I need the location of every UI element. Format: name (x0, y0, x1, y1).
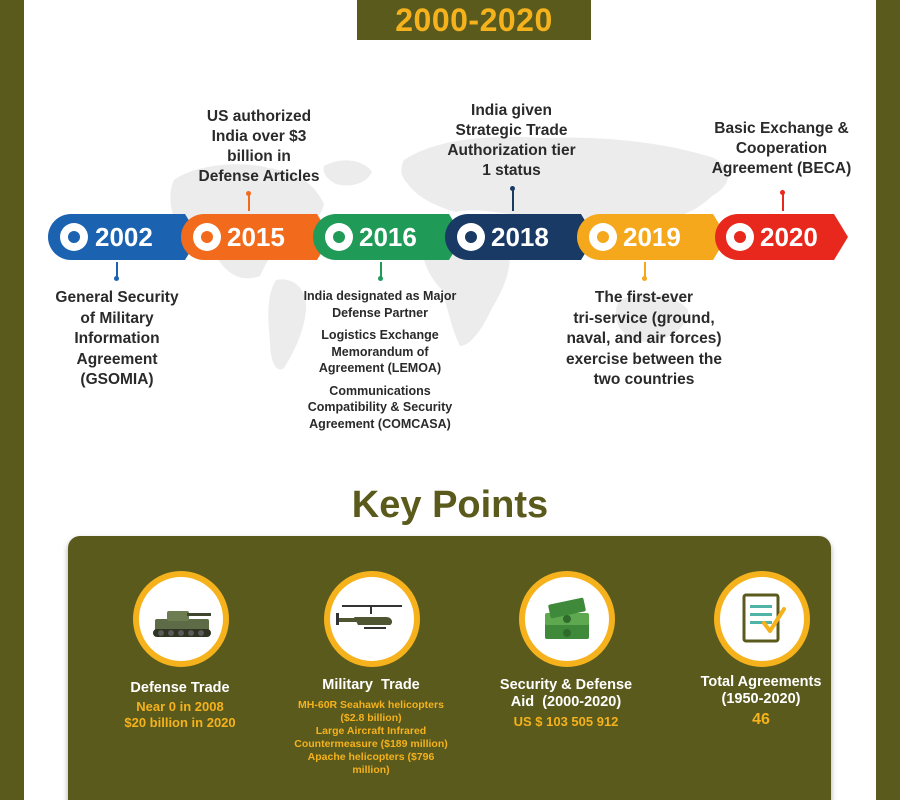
year-2015: 2015 (227, 222, 285, 252)
stem-dot-2018 (510, 186, 515, 191)
year-2020: 2020 (760, 222, 818, 252)
card-heading-total-agreements: Total Agreements (1950-2020) (700, 674, 822, 707)
event-label-2016 (275, 288, 485, 432)
card-values-security-aid: US $ 103 505 912 (513, 714, 619, 729)
stem-dot-2015 (246, 191, 251, 196)
title-banner (357, 0, 591, 40)
year-2018: 2018 (491, 222, 549, 252)
money-icon (519, 571, 615, 667)
tank-icon (133, 571, 229, 667)
event-label-2015: US authorized India over $3 billion in Defense Articles (198, 108, 320, 185)
year-2002: 2002 (95, 222, 153, 252)
event-2016-item-2: Logistics Exchange Memorandum of Agreement (LEMOA) (318, 328, 442, 375)
page-title: 2000-2020 (395, 1, 553, 38)
event-2016-item-3: Communications Compatibility & Security Agreement (COMCASA) (307, 383, 453, 431)
stem-dot-2019 (642, 276, 647, 281)
card-value-total-agreements: 46 (752, 711, 770, 728)
stem-dot-2002 (114, 276, 119, 281)
stem-dot-2016 (378, 276, 383, 281)
document-check-icon (714, 571, 810, 667)
card-values-defense-trade: Near 0 in 2008 $20 billion in 2020 (124, 699, 236, 730)
card-heading-military-trade: Military Trade (322, 677, 420, 693)
event-label-2020: Basic Exchange & Cooperation Agreement (BECA) (711, 120, 852, 177)
helicopter-icon (324, 571, 420, 667)
stem-dot-2020 (780, 190, 785, 195)
key-points-panel (68, 536, 831, 800)
card-heading-security-aid: Security & Defense Aid (2000-2020) (499, 677, 633, 710)
event-label-2002: General Security of Military Information Agreement (GSOMIA) (55, 289, 179, 388)
card-details-military-trade: MH-60R Seahawk helicopters ($2.8 billion) Large Aircraft Infrared Countermeasure ($189 million) Apache helicopters ($796 million) (294, 699, 448, 776)
content-panel (24, 0, 876, 800)
card-heading-defense-trade: Defense Trade (130, 680, 230, 696)
event-2016-item-1: India designated as Major Defense Partner (303, 289, 457, 320)
year-2019: 2019 (623, 222, 681, 252)
event-label-2018: India given Strategic Trade Authorization tier 1 status (447, 102, 576, 179)
key-points-title: Key Points (351, 484, 549, 526)
event-label-2019: The first-ever tri-service (ground, naval, and air forces) exercise between the two countries (566, 289, 722, 388)
year-2016: 2016 (359, 222, 417, 252)
